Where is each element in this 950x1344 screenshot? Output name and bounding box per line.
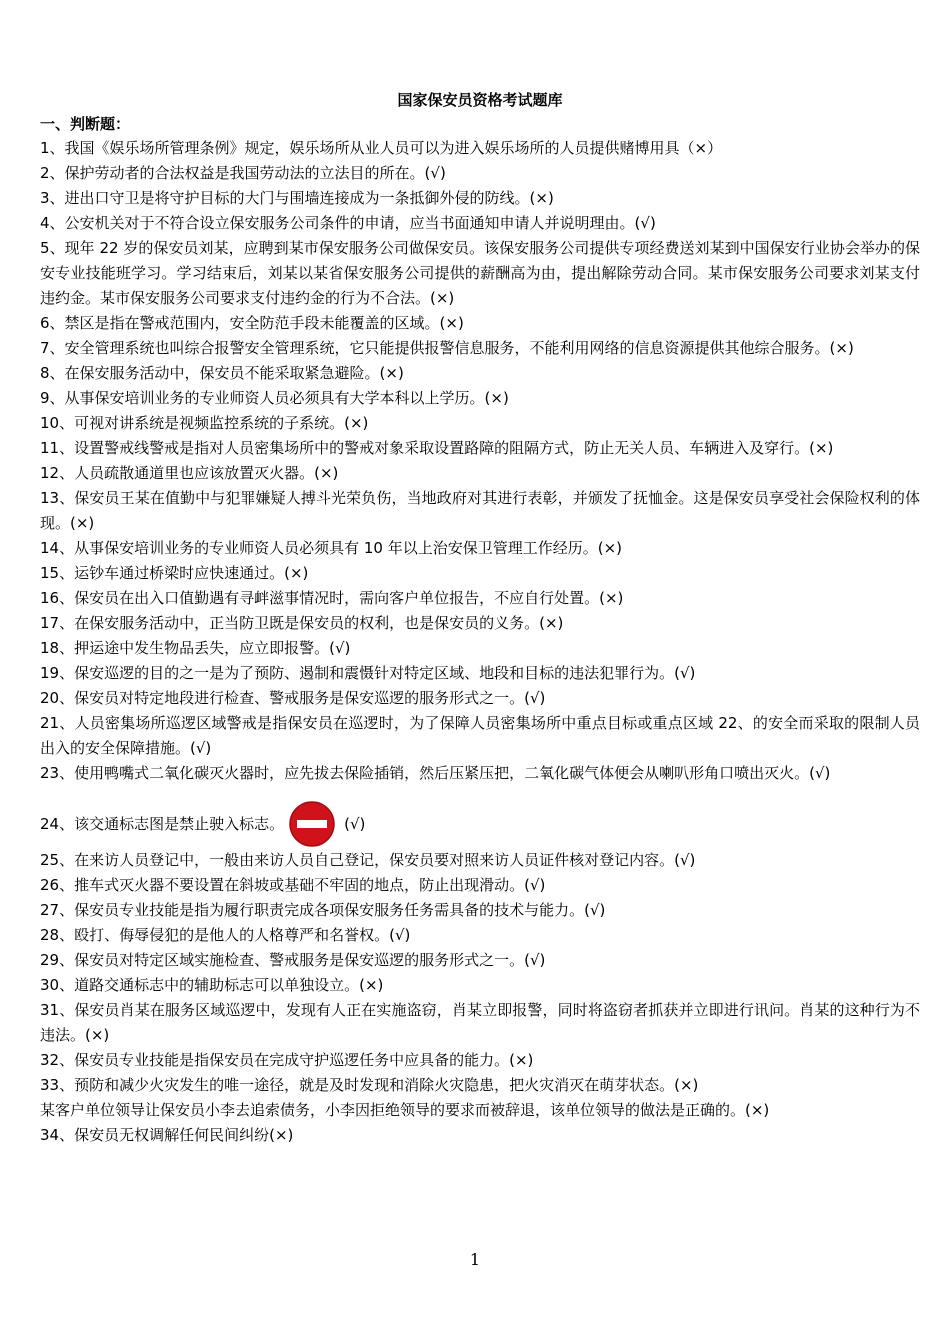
question-item: 11、设置警戒线警戒是指对人员密集场所中的警戒对象采取设置路障的阻隔方式，防止无关人员、车辆进入及穿行。(×) (40, 439, 834, 457)
question-item: 7、安全管理系统也叫综合报警安全管理系统，它只能提供报警信息服务，不能利用网络的信息资源提供其他综合服务。(×) (40, 339, 854, 357)
question-item: 23、使用鸭嘴式二氧化碳灭火器时，应先拔去保险插销，然后压紧压把，二氧化碳气体便会从喇叭形角口喷出灭火。(√) (40, 764, 831, 782)
question-item: 某客户单位领导让保安员小李去追索债务，小李因拒绝领导的要求而被辞退，该单位领导的做法是正确的。(×) (40, 1101, 770, 1119)
question-item: 32、保安员专业技能是指保安员在完成守护巡逻任务中应具备的能力。(×) (40, 1051, 534, 1069)
question-item: 6、禁区是指在警戒范围内，安全防范手段未能覆盖的区域。(×) (40, 314, 464, 332)
question-item: 18、押运途中发生物品丢失，应立即报警。(√) (40, 639, 351, 657)
question-list (40, 136, 920, 786)
question-item: 17、在保安服务活动中，正当防卫既是保安员的权利，也是保安员的义务。(×) (40, 614, 564, 632)
question-item: 9、从事保安培训业务的专业师资人员必须具有大学本科以上学历。(×) (40, 389, 509, 407)
sign-question-text: 24、该交通标志图是禁止驶入标志。 (40, 814, 285, 833)
question-item: 33、预防和减少火灾发生的唯一途径，就是及时发现和消除火灾隐患，把火灾消灭在萌芽状态。(×) (40, 1076, 699, 1094)
question-item: 14、从事保安培训业务的专业师资人员必须具有 10 年以上治安保卫管理工作经历。(×) (40, 539, 622, 557)
question-item: 4、公安机关对于不符合设立保安服务公司条件的申请，应当书面通知申请人并说明理由。(√) (40, 214, 656, 232)
no-entry-sign-icon (288, 800, 336, 848)
question-item: 13、保安员王某在值勤中与犯罪嫌疑人搏斗光荣负伤，当地政府对其进行表彰，并颁发了抚恤金。这是保安员享受社会保险权利的体现。(×) (40, 489, 920, 532)
question-item: 25、在来访人员登记中，一般由来访人员自己登记，保安员要对照来访人员证件核对登记内容。(√) (40, 851, 696, 869)
question-item: 29、保安员对特定区域实施检查、警戒服务是保安巡逻的服务形式之一。(√) (40, 951, 546, 969)
question-item: 1、我国《娱乐场所管理条例》规定，娱乐场所从业人员可以为进入娱乐场所的人员提供赌博用具（×） (40, 139, 723, 157)
question-item: 5、现年 22 岁的保安员刘某，应聘到某市保安服务公司做保安员。该保安服务公司提供专项经费送刘某到中国保安行业协会举办的保安专业技能班学习。学习结束后，刘某以某省保安服务公司提供的薪酬高为由，提出解除劳动合同。某市保安服务公司要求刘某支付违约金。某市保安服务公司要求支付违约金的行为不合法。(×) (40, 239, 920, 307)
question-item: 19、保安巡逻的目的之一是为了预防、遏制和震慑针对特定区域、地段和目标的违法犯罪行为。(√) (40, 664, 696, 682)
question-item: 30、道路交通标志中的辅助标志可以单独设立。(×) (40, 976, 384, 994)
document-page (40, 88, 920, 1148)
question-item: 20、保安员对特定地段进行检查、警戒服务是保安巡逻的服务形式之一。(√) (40, 689, 546, 707)
question-item: 8、在保安服务活动中，保安员不能采取紧急避险。(×) (40, 364, 404, 382)
question-list-continued (40, 848, 920, 1148)
question-item: 27、保安员专业技能是指为履行职责完成各项保安服务任务需具备的技术与能力。(√) (40, 901, 606, 919)
question-item: 12、人员疏散通道里也应该放置灭火器。(×) (40, 464, 339, 482)
question-item: 21、人员密集场所巡逻区域警戒是指保安员在巡逻时，为了保障人员密集场所中重点目标或重点区域 22、的安全而采取的限制人员出入的安全保障措施。(√) (40, 714, 920, 757)
sign-question-answer: (√) (344, 814, 366, 833)
question-item: 15、运钞车通过桥梁时应快速通过。(×) (40, 564, 309, 582)
question-item: 16、保安员在出入口值勤遇有寻衅滋事情况时，需向客户单位报告，不应自行处置。(×) (40, 589, 624, 607)
section-heading: 一、判断题： (40, 115, 131, 133)
question-item: 3、进出口守卫是将守护目标的大门与围墙连接成为一条抵御外侵的防线。(×) (40, 189, 554, 207)
page-number: 1 (469, 1250, 481, 1269)
question-item: 28、殴打、侮辱侵犯的是他人的人格尊严和名誉权。(√) (40, 926, 411, 944)
question-item: 10、可视对讲系统是视频监控系统的子系统。(×) (40, 414, 369, 432)
question-item: 2、保护劳动者的合法权益是我国劳动法的立法目的所在。(√) (40, 164, 446, 182)
question-item-24 (40, 800, 920, 848)
question-item: 26、推车式灭火器不要设置在斜坡或基础不牢固的地点，防止出现滑动。(√) (40, 876, 546, 894)
question-item: 31、保安员肖某在服务区域巡逻中，发现有人正在实施盗窃，肖某立即报警，同时将盗窃者抓获并立即进行讯问。肖某的这种行为不违法。(×) (40, 1001, 920, 1044)
document-title: 国家保安员资格考试题库 (397, 91, 563, 109)
question-item: 34、保安员无权调解任何民间纠纷(×) (40, 1126, 294, 1144)
